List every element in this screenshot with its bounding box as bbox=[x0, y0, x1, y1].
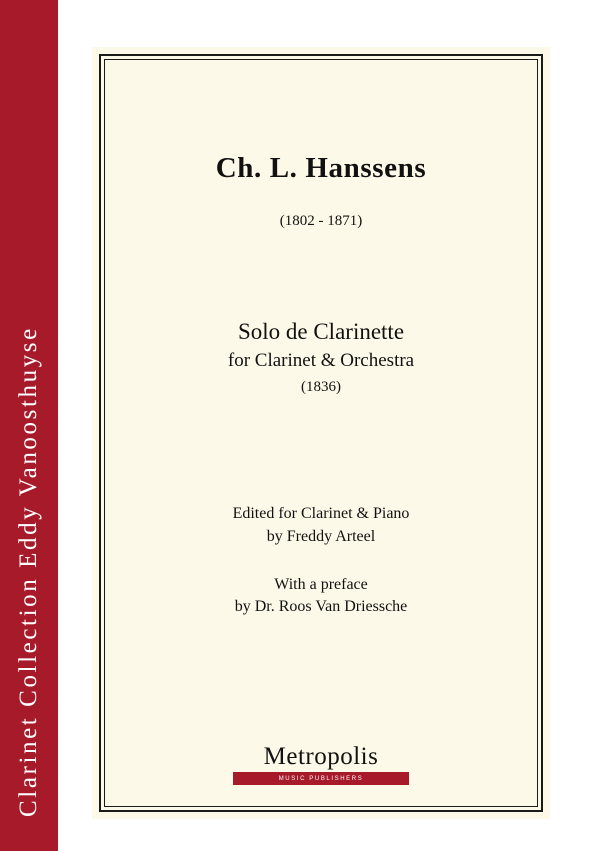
publisher-logo bbox=[92, 744, 550, 785]
work-subtitle: for Clarinet & Orchestra bbox=[227, 350, 415, 371]
composer-name: Ch. L. Hanssens bbox=[215, 152, 427, 184]
spine-band bbox=[0, 0, 58, 851]
preface-line-2: by Dr. Roos Van Driessche bbox=[234, 598, 408, 615]
composer-dates: (1802 - 1871) bbox=[279, 213, 363, 229]
work-year: (1836) bbox=[301, 379, 341, 395]
work-title: Solo de Clarinette bbox=[237, 319, 405, 344]
publisher-name: Metropolis bbox=[263, 743, 379, 770]
edition-line-2: by Freddy Arteel bbox=[266, 528, 376, 545]
edition-line-1: Edited for Clarinet & Piano bbox=[232, 505, 410, 522]
publisher-tagline: MUSIC PUBLISHERS bbox=[278, 775, 364, 782]
collection-series-title: Clarinet Collection Eddy Vanoosthuyse bbox=[15, 326, 42, 817]
cover-panel bbox=[92, 47, 550, 819]
page-area bbox=[58, 0, 600, 851]
cover-content bbox=[92, 47, 550, 819]
preface-line-1: With a preface bbox=[274, 576, 368, 593]
publisher-accent-bar bbox=[233, 772, 409, 785]
